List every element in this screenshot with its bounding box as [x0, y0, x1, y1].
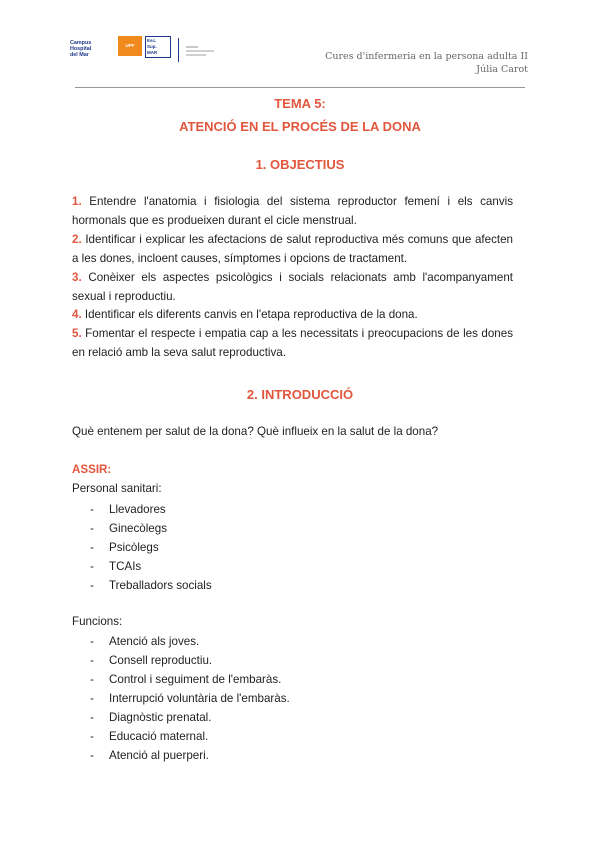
campus-logo: Campus Hospital del Mar	[70, 40, 92, 59]
logo-separator	[178, 38, 179, 62]
course-info	[325, 50, 528, 76]
list-item: - Atenció al puerperi.	[90, 746, 290, 765]
list-item: - Consell reproductiu.	[90, 651, 290, 670]
topic-title: ATENCIÓ EN EL PROCÉS DE LA DONA	[179, 119, 421, 134]
header-divider	[75, 87, 525, 88]
secondary-logo	[184, 44, 224, 61]
objective-item: 2. Identificar i explicar les afectacions de salut reproductiva més comuns que afecten a les dones, incloent causes, símptomes i opcions de tractament.	[72, 232, 513, 265]
objective-item: 1. Entendre l'anatomia i fisiologia del sistema reproductor femení i els canvis hormonals que es produeixen durant el cicle menstrual.	[72, 195, 513, 227]
course-title: Cures d'infermeria en la persona adulta II	[325, 51, 528, 62]
personal-list	[90, 500, 212, 595]
list-item: - TCAIs	[90, 557, 212, 576]
topic-number: TEMA 5:	[274, 96, 326, 111]
section-heading-objectives: 1. OBJECTIUS	[255, 157, 345, 172]
funcions-label: Funcions:	[72, 615, 123, 628]
list-item: - Llevadores	[90, 500, 212, 519]
list-item: - Atenció als joves.	[90, 632, 290, 651]
list-item: - Diagnòstic prenatal.	[90, 708, 290, 727]
list-item: - Psicòlegs	[90, 538, 212, 557]
list-item: - Ginecòlegs	[90, 519, 212, 538]
secondary-logo-mark-icon	[184, 44, 218, 60]
objective-item: 3. Conèixer els aspectes psicològics i socials relacionats amb l'acompanyament sexual i reproductiu.	[72, 270, 513, 303]
author-name: Júlia Carot	[476, 64, 528, 75]
list-item: - Educació maternal.	[90, 727, 290, 746]
personal-label: Personal sanitari:	[72, 482, 162, 495]
funcions-list	[90, 632, 290, 765]
list-item: - Interrupció voluntària de l'embaràs.	[90, 689, 290, 708]
objective-item: 5. Fomentar el respecte i empatia cap a les necessitats i preocupacions de les dones en relació amb la seva salut reproductiva.	[72, 327, 513, 360]
assir-label: ASSIR:	[72, 463, 112, 476]
section-heading-introduction: 2. INTRODUCCIÓ	[246, 387, 354, 402]
esc-logo: Esc. Sup. MAR	[145, 36, 171, 58]
list-item: - Treballadors socials	[90, 576, 212, 595]
upf-logo: UPF	[118, 36, 142, 56]
objectives-list	[72, 193, 513, 363]
list-item: - Control i seguiment de l'embaràs.	[90, 670, 290, 689]
objective-item: 4. Identificar els diferents canvis en l'etapa reproductiva de la dona.	[72, 308, 418, 322]
intro-question: Què entenem per salut de la dona? Què influeix en la salut de la dona?	[72, 425, 439, 438]
